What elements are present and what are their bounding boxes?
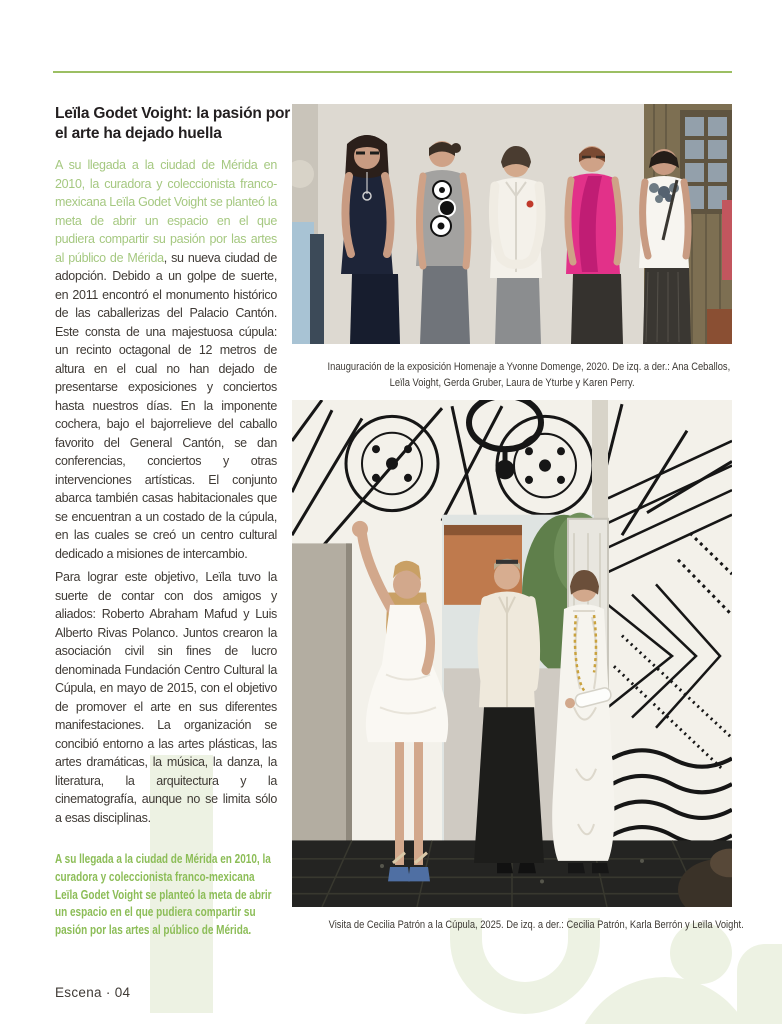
article-paragraph-2: Para lograr este objetivo, Leïla tuvo la suerte de contar con dos amigos y aliados: Roberto Abraham Mafud y Luis Alberto Rivas Polanco. Juntos crearon la asociación civil sin fines de lucro denominada Fundación Centro Cultural la Cúpula, en mayo de 2015, con el objetivo de promover el arte en sus diferentes manifestaciones. La organización se concibió entorno a las artes plásticas, las artes dramáticas, la música, la danza, la literatura, la arquitectura y la cinematografía, aunque no se limita sólo a esas disciplinas. — [55, 570, 277, 825]
watermark-letter-a-bowl — [573, 977, 757, 1024]
caption-line: Visita de Cecilia Patrón a la Cúpula, 2025. De izq. a der.: Cecilia Patrón, Karla Berrón y Leïla Voight. — [328, 919, 744, 931]
pull-quote-line: pasión por las artes al público de Mérida. — [55, 923, 252, 938]
photo-visita-caption — [292, 918, 744, 934]
caption-line: Inauguración de la exposición Homenaje a Yvonne Domenge, 2020. De izq. a der.: Ana Ceballos, — [327, 361, 731, 373]
paragraph-1-green-lead: A su llegada a la ciudad de Mérida en 2010, la curadora y coleccionista franco-mexicana Leïla Godet Voight se planteó la meta de abrir un espacio en el que pudiera compartir su pasión por las artes al público de Mérida — [55, 158, 277, 265]
article-title — [55, 104, 291, 144]
pull-quote-line: un espacio en el que pudiera compartir su — [55, 905, 256, 920]
article-title-line2: el arte ha dejado huella — [55, 125, 222, 142]
photo-inauguracion-exposicion — [292, 104, 732, 344]
photo-inauguracion-illustration — [292, 104, 732, 344]
photo-inauguracion-caption — [292, 360, 732, 391]
pull-quote-line: A su llegada a la ciudad de Mérida en 2010, la — [55, 852, 271, 866]
photo-visita-illustration — [292, 400, 732, 907]
pull-quote — [55, 851, 326, 940]
watermark-letter-a-stem — [737, 944, 782, 1024]
article-paragraph-1 — [55, 156, 277, 563]
pull-quote-line: Leïla Godet Voight se planteó la meta de abrir — [55, 887, 272, 902]
article-title-line1: Leïla Godet Voight: la pasión por — [55, 105, 291, 122]
paragraph-1-dark-run: , su nueva ciudad de adopción. Debido a un golpe de suerte, en 2011 encontró el monumento histórico de las caballerizas del Palacio Cantón. Este consta de una majestuosa cúpula: un recinto octagonal de 12 metros de altura en el cual no han dejado de presentarse exposiciones y conciertos hasta nuestros días. En la imponente cochera, bajo el bajorrelieve del caballo favorito del General Cantón, se dan conferencias, conciertos y otras intervenciones artísticas. El conjunto abarca también casas habitacionales que se encuentran a un costado de la cúpula, en las cuales se creó un centro cultural dedicado a misiones de intercambio. — [55, 250, 277, 561]
page-footer: Escena · 04 — [55, 985, 131, 1000]
caption-line: Leïla Voight, Gerda Gruber, Laura de Yturbe y Karen Perry. — [389, 376, 635, 389]
top-green-rule — [53, 71, 732, 73]
photo-visita-cupula — [292, 400, 732, 907]
pull-quote-line: curadora y coleccionista franco-mexicana — [55, 869, 255, 884]
